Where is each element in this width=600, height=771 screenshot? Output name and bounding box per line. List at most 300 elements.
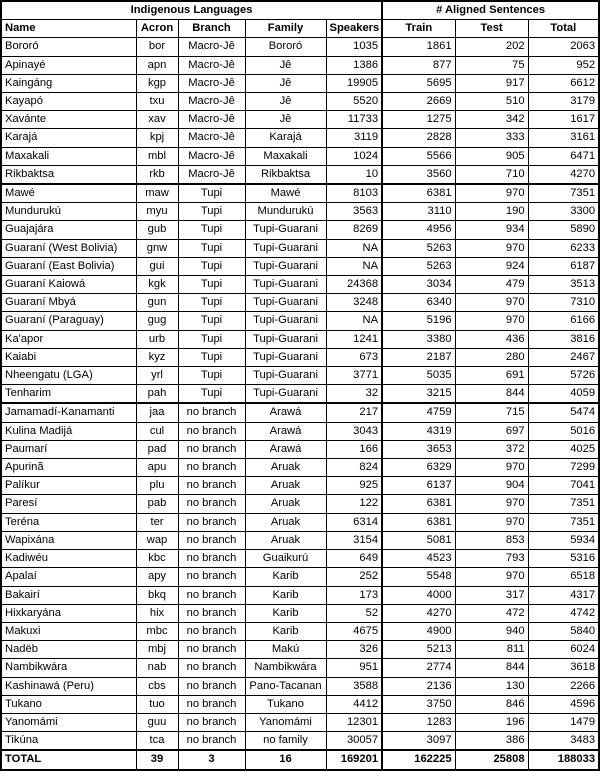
cell-train: 1861	[382, 38, 455, 56]
cell-family: Yanomámi	[245, 713, 326, 731]
cell-speakers: 1035	[326, 38, 382, 56]
cell-speakers: NA	[326, 312, 382, 330]
cell-name: Bororó	[1, 38, 136, 56]
cell-total: 6612	[528, 74, 599, 92]
cell-total: 3816	[528, 330, 599, 348]
cell-branch: no branch	[178, 732, 245, 751]
cell-branch: no branch	[178, 641, 245, 659]
cell-acron: apy	[136, 568, 178, 586]
cell-total: 6471	[528, 147, 599, 165]
cell-acron: kbc	[136, 550, 178, 568]
cell-train: 2669	[382, 93, 455, 111]
cell-test: 853	[455, 531, 528, 549]
table-row	[1, 312, 599, 330]
cell-name: Bakairí	[1, 586, 136, 604]
cell-speakers: 166	[326, 440, 382, 458]
cell-test: 130	[455, 677, 528, 695]
cell-speakers: 3588	[326, 677, 382, 695]
cell-test: 202	[455, 38, 528, 56]
cell-name: Maxakali	[1, 147, 136, 165]
cell-speakers: 30057	[326, 732, 382, 751]
cell-total: 5726	[528, 367, 599, 385]
cell-name: Guaraní (East Bolivia)	[1, 257, 136, 275]
cell-acron: apu	[136, 459, 178, 477]
cell-test: 333	[455, 129, 528, 147]
cell-acron: gug	[136, 312, 178, 330]
table-header	[1, 1, 599, 38]
cell-train: 5566	[382, 147, 455, 165]
total-speakers: 169201	[326, 750, 382, 769]
cell-family: Tupi-Guarani	[245, 257, 326, 275]
cell-name: Tukano	[1, 695, 136, 713]
cell-test: 479	[455, 276, 528, 294]
cell-branch: no branch	[178, 713, 245, 731]
cell-test: 844	[455, 385, 528, 404]
cell-name: Guajajára	[1, 221, 136, 239]
cell-name: Nadëb	[1, 641, 136, 659]
cell-acron: bor	[136, 38, 178, 56]
table-row	[1, 111, 599, 129]
cell-branch: Macro-Jê	[178, 147, 245, 165]
cell-test: 715	[455, 403, 528, 422]
cell-name: Paresí	[1, 495, 136, 513]
table-row	[1, 93, 599, 111]
cell-family: Tukano	[245, 695, 326, 713]
cell-speakers: 8103	[326, 184, 382, 203]
cell-branch: Tupi	[178, 184, 245, 203]
cell-speakers: 925	[326, 477, 382, 495]
cell-total: 3300	[528, 203, 599, 221]
column-header-test: Test	[455, 20, 528, 38]
total-train: 162225	[382, 750, 455, 769]
cell-family: Karajá	[245, 129, 326, 147]
cell-family: Karib	[245, 604, 326, 622]
cell-speakers: 1024	[326, 147, 382, 165]
cell-total: 4317	[528, 586, 599, 604]
cell-family: Nambikwára	[245, 659, 326, 677]
table-row	[1, 147, 599, 165]
cell-speakers: 6314	[326, 513, 382, 531]
table-row	[1, 604, 599, 622]
cell-speakers: 3119	[326, 129, 382, 147]
cell-speakers: 5520	[326, 93, 382, 111]
table-row	[1, 221, 599, 239]
table-row	[1, 440, 599, 458]
cell-total: 2266	[528, 677, 599, 695]
cell-speakers: 10	[326, 165, 382, 184]
cell-branch: no branch	[178, 622, 245, 640]
cell-train: 4759	[382, 403, 455, 422]
cell-family: Karib	[245, 568, 326, 586]
cell-branch: no branch	[178, 568, 245, 586]
cell-acron: mbc	[136, 622, 178, 640]
table-row	[1, 495, 599, 513]
cell-branch: Tupi	[178, 203, 245, 221]
cell-family: Aruak	[245, 477, 326, 495]
cell-name: Mawé	[1, 184, 136, 203]
cell-family: no family	[245, 732, 326, 751]
cell-branch: no branch	[178, 531, 245, 549]
cell-total: 3161	[528, 129, 599, 147]
cell-family: Aruak	[245, 495, 326, 513]
cell-branch: Tupi	[178, 276, 245, 294]
table-row	[1, 513, 599, 531]
cell-speakers: 122	[326, 495, 382, 513]
cell-acron: kgk	[136, 276, 178, 294]
cell-train: 6381	[382, 184, 455, 203]
cell-total: 2063	[528, 38, 599, 56]
cell-name: Tikúna	[1, 732, 136, 751]
cell-total: 7351	[528, 184, 599, 203]
table-row	[1, 294, 599, 312]
cell-train: 6381	[382, 513, 455, 531]
cell-test: 280	[455, 348, 528, 366]
cell-branch: Tupi	[178, 385, 245, 404]
cell-name: Mundurukú	[1, 203, 136, 221]
cell-speakers: 649	[326, 550, 382, 568]
cell-test: 970	[455, 184, 528, 203]
cell-acron: plu	[136, 477, 178, 495]
cell-name: Nheengatu (LGA)	[1, 367, 136, 385]
cell-test: 793	[455, 550, 528, 568]
table-body	[1, 38, 599, 750]
cell-train: 3750	[382, 695, 455, 713]
cell-family: Tupi-Guarani	[245, 239, 326, 257]
cell-speakers: 4412	[326, 695, 382, 713]
cell-branch: no branch	[178, 495, 245, 513]
cell-speakers: 173	[326, 586, 382, 604]
cell-family: Makú	[245, 641, 326, 659]
cell-test: 970	[455, 459, 528, 477]
cell-train: 5081	[382, 531, 455, 549]
cell-total: 1479	[528, 713, 599, 731]
cell-name: Guaraní Kaiowá	[1, 276, 136, 294]
cell-speakers: 1386	[326, 56, 382, 74]
cell-branch: Macro-Jê	[178, 38, 245, 56]
table-row	[1, 568, 599, 586]
cell-family: Aruak	[245, 513, 326, 531]
cell-branch: no branch	[178, 550, 245, 568]
cell-test: 342	[455, 111, 528, 129]
table-row	[1, 677, 599, 695]
cell-acron: hix	[136, 604, 178, 622]
cell-train: 4319	[382, 422, 455, 440]
cell-total: 5890	[528, 221, 599, 239]
total-test: 25808	[455, 750, 528, 769]
cell-speakers: 673	[326, 348, 382, 366]
table-row	[1, 531, 599, 549]
cell-acron: jaa	[136, 403, 178, 422]
cell-acron: gnw	[136, 239, 178, 257]
total-row	[1, 750, 599, 769]
cell-acron: wap	[136, 531, 178, 549]
cell-train: 5548	[382, 568, 455, 586]
cell-train: 3034	[382, 276, 455, 294]
table-row	[1, 348, 599, 366]
cell-acron: pah	[136, 385, 178, 404]
cell-family: Mundurukú	[245, 203, 326, 221]
cell-test: 697	[455, 422, 528, 440]
table-row	[1, 586, 599, 604]
cell-test: 970	[455, 495, 528, 513]
cell-train: 4900	[382, 622, 455, 640]
cell-family: Tupi-Guarani	[245, 312, 326, 330]
table-row	[1, 276, 599, 294]
column-header-total: Total	[528, 20, 599, 38]
cell-acron: tca	[136, 732, 178, 751]
cell-name: Wapixána	[1, 531, 136, 549]
cell-total: 7310	[528, 294, 599, 312]
cell-train: 5213	[382, 641, 455, 659]
cell-test: 846	[455, 695, 528, 713]
cell-speakers: NA	[326, 257, 382, 275]
cell-acron: mbj	[136, 641, 178, 659]
cell-test: 372	[455, 440, 528, 458]
cell-total: 5474	[528, 403, 599, 422]
cell-acron: guu	[136, 713, 178, 731]
cell-train: 3097	[382, 732, 455, 751]
table-row	[1, 74, 599, 92]
cell-train: 5035	[382, 367, 455, 385]
cell-train: 5263	[382, 257, 455, 275]
table-row	[1, 641, 599, 659]
cell-train: 6137	[382, 477, 455, 495]
total-branch-count: 3	[178, 750, 245, 769]
cell-family: Tupi-Guarani	[245, 276, 326, 294]
cell-total: 5934	[528, 531, 599, 549]
cell-name: Kulina Madijá	[1, 422, 136, 440]
cell-test: 970	[455, 312, 528, 330]
table-row	[1, 203, 599, 221]
table-row	[1, 165, 599, 184]
cell-train: 5695	[382, 74, 455, 92]
cell-train: 4000	[382, 586, 455, 604]
cell-speakers: 19905	[326, 74, 382, 92]
cell-family: Tupi-Guarani	[245, 330, 326, 348]
cell-test: 196	[455, 713, 528, 731]
cell-family: Mawé	[245, 184, 326, 203]
cell-test: 691	[455, 367, 528, 385]
cell-name: Paumarí	[1, 440, 136, 458]
cell-name: Guaraní (West Bolivia)	[1, 239, 136, 257]
cell-total: 1617	[528, 111, 599, 129]
cell-name: Karajá	[1, 129, 136, 147]
cell-total: 4025	[528, 440, 599, 458]
column-header-speakers: Speakers	[326, 20, 382, 38]
cell-family: Rikbaktsa	[245, 165, 326, 184]
cell-branch: no branch	[178, 604, 245, 622]
cell-total: 7351	[528, 513, 599, 531]
cell-speakers: 3771	[326, 367, 382, 385]
group-header-indigenous-languages: Indigenous Languages	[1, 1, 382, 20]
table-row	[1, 56, 599, 74]
cell-train: 4523	[382, 550, 455, 568]
cell-family: Arawá	[245, 440, 326, 458]
cell-speakers: 3563	[326, 203, 382, 221]
cell-speakers: 12301	[326, 713, 382, 731]
cell-family: Bororó	[245, 38, 326, 56]
cell-acron: bkq	[136, 586, 178, 604]
cell-test: 904	[455, 477, 528, 495]
cell-total: 4596	[528, 695, 599, 713]
cell-total: 5840	[528, 622, 599, 640]
cell-acron: pab	[136, 495, 178, 513]
cell-family: Jê	[245, 56, 326, 74]
cell-name: Apinayé	[1, 56, 136, 74]
cell-speakers: 3154	[326, 531, 382, 549]
table-row	[1, 330, 599, 348]
cell-train: 1275	[382, 111, 455, 129]
cell-acron: mbl	[136, 147, 178, 165]
table-row	[1, 622, 599, 640]
cell-family: Tupi-Guarani	[245, 385, 326, 404]
cell-acron: urb	[136, 330, 178, 348]
cell-family: Jê	[245, 74, 326, 92]
cell-test: 924	[455, 257, 528, 275]
cell-train: 4270	[382, 604, 455, 622]
cell-train: 2187	[382, 348, 455, 366]
total-sentences: 188033	[528, 750, 599, 769]
cell-name: Xavánte	[1, 111, 136, 129]
cell-branch: Tupi	[178, 239, 245, 257]
cell-name: Ka'apor	[1, 330, 136, 348]
cell-test: 317	[455, 586, 528, 604]
cell-branch: no branch	[178, 695, 245, 713]
cell-acron: ter	[136, 513, 178, 531]
cell-name: Hixkaryána	[1, 604, 136, 622]
cell-test: 75	[455, 56, 528, 74]
cell-total: 4270	[528, 165, 599, 184]
total-acron-count: 39	[136, 750, 178, 769]
cell-branch: no branch	[178, 440, 245, 458]
cell-train: 2828	[382, 129, 455, 147]
cell-acron: gui	[136, 257, 178, 275]
cell-total: 6166	[528, 312, 599, 330]
cell-test: 386	[455, 732, 528, 751]
cell-name: Nambikwára	[1, 659, 136, 677]
cell-speakers: 4675	[326, 622, 382, 640]
cell-train: 3560	[382, 165, 455, 184]
cell-total: 2467	[528, 348, 599, 366]
cell-family: Maxakali	[245, 147, 326, 165]
cell-family: Jê	[245, 111, 326, 129]
total-family-count: 16	[245, 750, 326, 769]
cell-branch: no branch	[178, 659, 245, 677]
cell-total: 6187	[528, 257, 599, 275]
cell-branch: Macro-Jê	[178, 129, 245, 147]
cell-train: 2136	[382, 677, 455, 695]
cell-train: 1283	[382, 713, 455, 731]
table-row	[1, 659, 599, 677]
cell-train: 5196	[382, 312, 455, 330]
cell-test: 970	[455, 294, 528, 312]
cell-name: Tenharim	[1, 385, 136, 404]
cell-acron: tuo	[136, 695, 178, 713]
cell-test: 905	[455, 147, 528, 165]
cell-family: Guaikurú	[245, 550, 326, 568]
cell-branch: Tupi	[178, 294, 245, 312]
cell-name: Apalaí	[1, 568, 136, 586]
cell-family: Aruak	[245, 459, 326, 477]
cell-test: 472	[455, 604, 528, 622]
cell-speakers: 951	[326, 659, 382, 677]
table-row	[1, 422, 599, 440]
table-row	[1, 385, 599, 404]
cell-name: Jamamadí-Kanamanti	[1, 403, 136, 422]
cell-test: 844	[455, 659, 528, 677]
cell-family: Tupi-Guarani	[245, 221, 326, 239]
cell-total: 952	[528, 56, 599, 74]
cell-total: 6518	[528, 568, 599, 586]
cell-total: 3483	[528, 732, 599, 751]
cell-speakers: 1241	[326, 330, 382, 348]
cell-total: 3179	[528, 93, 599, 111]
cell-acron: nab	[136, 659, 178, 677]
cell-total: 5316	[528, 550, 599, 568]
cell-total: 4742	[528, 604, 599, 622]
cell-branch: no branch	[178, 513, 245, 531]
cell-name: Guaraní (Paraguay)	[1, 312, 136, 330]
cell-test: 970	[455, 513, 528, 531]
cell-test: 190	[455, 203, 528, 221]
table-footer	[1, 750, 599, 769]
cell-train: 3215	[382, 385, 455, 404]
cell-branch: Tupi	[178, 257, 245, 275]
cell-total: 7299	[528, 459, 599, 477]
cell-family: Arawá	[245, 403, 326, 422]
table-row	[1, 459, 599, 477]
cell-speakers: 217	[326, 403, 382, 422]
cell-branch: Tupi	[178, 330, 245, 348]
column-header-name: Name	[1, 20, 136, 38]
table-row	[1, 477, 599, 495]
column-header-train: Train	[382, 20, 455, 38]
cell-test: 510	[455, 93, 528, 111]
cell-acron: myu	[136, 203, 178, 221]
table-row	[1, 239, 599, 257]
cell-total: 5016	[528, 422, 599, 440]
cell-family: Jê	[245, 93, 326, 111]
cell-name: Rikbaktsa	[1, 165, 136, 184]
cell-test: 710	[455, 165, 528, 184]
cell-branch: no branch	[178, 677, 245, 695]
cell-speakers: 24368	[326, 276, 382, 294]
cell-name: Kashinawá (Peru)	[1, 677, 136, 695]
cell-branch: Tupi	[178, 312, 245, 330]
table-row	[1, 550, 599, 568]
cell-acron: rkb	[136, 165, 178, 184]
cell-acron: cul	[136, 422, 178, 440]
cell-family: Arawá	[245, 422, 326, 440]
table-row	[1, 129, 599, 147]
cell-train: 3653	[382, 440, 455, 458]
cell-total: 6233	[528, 239, 599, 257]
cell-test: 970	[455, 239, 528, 257]
cell-total: 3618	[528, 659, 599, 677]
cell-acron: yrl	[136, 367, 178, 385]
cell-name: Kadiwéu	[1, 550, 136, 568]
column-header-acron: Acron	[136, 20, 178, 38]
cell-branch: no branch	[178, 586, 245, 604]
total-label: TOTAL	[1, 750, 136, 769]
cell-acron: kpj	[136, 129, 178, 147]
table-row	[1, 38, 599, 56]
cell-acron: gun	[136, 294, 178, 312]
cell-train: 2774	[382, 659, 455, 677]
cell-speakers: 3043	[326, 422, 382, 440]
cell-branch: Tupi	[178, 367, 245, 385]
cell-total: 4059	[528, 385, 599, 404]
